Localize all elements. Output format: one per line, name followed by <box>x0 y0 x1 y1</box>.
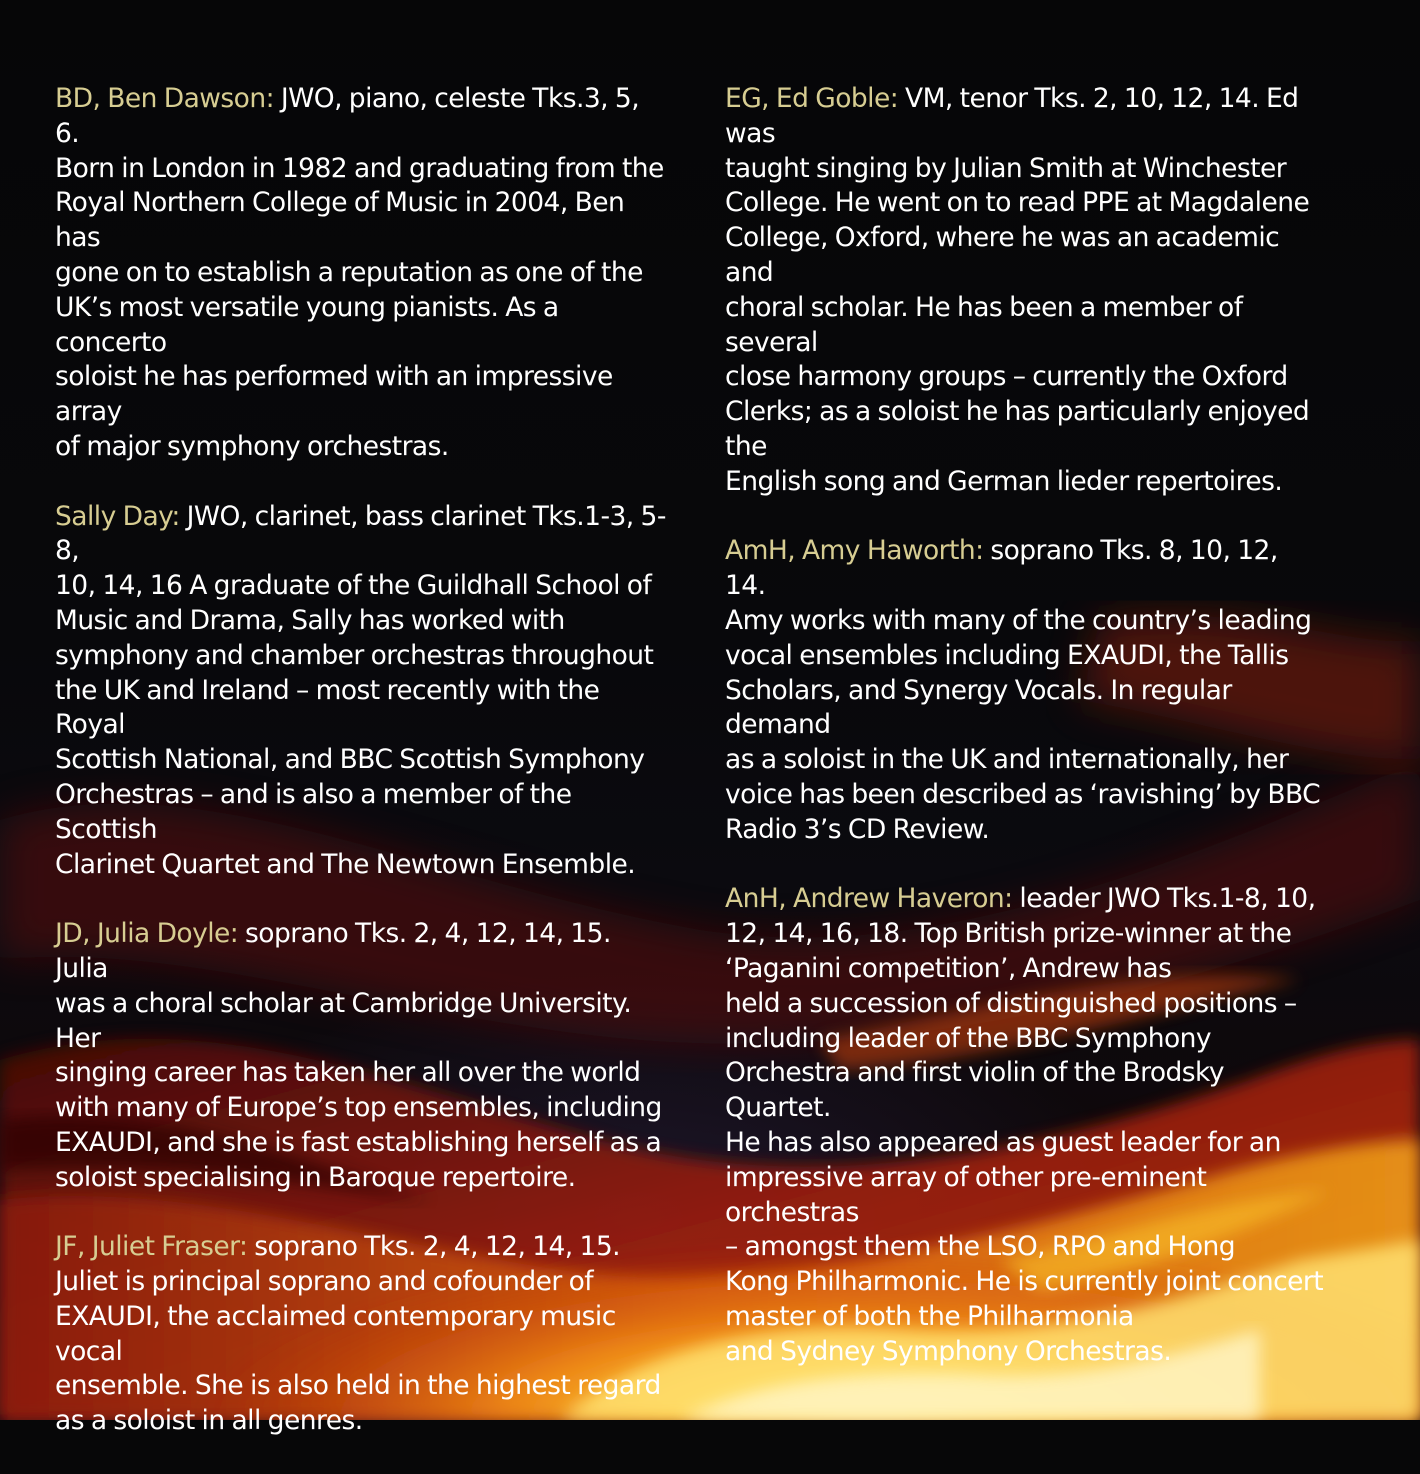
bio-andrew-haveron <box>725 882 1325 1369</box>
bio-text: soprano Tks. 2, 4, 12, 14, 15. Julia was a choral scholar at Cambridge University. Her singing career has taken her all over the world with many of Europe’s top ensembles, including EXAUDI, and she is fast establishing herself as a soloist specialising in Baroque repertoire. <box>55 918 662 1193</box>
bio-text: soprano Tks. 8, 10, 12, 14. Amy works with many of the country’s leading vocal ensembles including EXAUDI, the Tallis Scholars, and Synergy Vocals. In regular demand as a soloist in the UK and internationally, her voice has been described as ‘ravishing’ by BBC Radio 3’s CD Review. <box>725 535 1321 845</box>
bio-name: EG, Ed Goble: <box>725 83 899 114</box>
bio-text: Tks.1-8, 10, 12, 14, 16, 18. Top British prize-winner at the ‘Paganini competition’, Andrew has held a succession of distinguished positions – including leader of the BBC Symphony Orchestra and first violin of the Brodsky Quartet. He has also appeared as guest leader for an impressive array of other pre-eminent orchestras – amongst them the LSO, RPO and Hong Kong Philharmonic. He is currently joint concert master of both the Philharmonia and Sydney Symphony Orchestras. <box>725 883 1324 1367</box>
bio-name: JF, Juliet Fraser: <box>55 1231 248 1263</box>
right-column <box>725 82 1325 1404</box>
bio-name: Sally Day: <box>55 500 180 532</box>
bio-name: JD, Julia Doyle: <box>55 918 239 950</box>
bio-ed-goble <box>725 82 1325 500</box>
left-column <box>55 82 670 1474</box>
bio-sally-day <box>55 500 670 883</box>
bio-text: , tenor Tks. 2, 10, 12, 14. Ed was taught singing by Julian Smith at Winchester College. He went on to read PPE at Magdalene College, Oxford, where he was an academic and choral scholar. He has been a member of several close harmony groups – currently the Oxford Clerks; as a soloist he has particularly enjoyed the English song and German lieder repertoires. <box>725 83 1310 497</box>
bio-role: JWO <box>280 83 335 114</box>
bio-juliet-fraser <box>55 1230 670 1439</box>
bio-name: BD, Ben Dawson: <box>55 83 274 114</box>
bio-text: soprano Tks. 2, 4, 12, 14, 15. Juliet is principal soprano and cofounder of EXAUDI, the acclaimed contemporary music vocal ensemble. She is also held in the highest regard as a soloist in all genres. <box>55 1231 661 1437</box>
bio-name: AnH, Andrew Haveron: <box>725 883 1013 915</box>
bio-text: , clarinet, bass clarinet Tks.1-3, 5-8, 10, 14, 16 A graduate of the Guildhall School of Music and Drama, Sally has worked with symphony and chamber orchestras throughout the UK and Ireland – most recently with the Royal Scottish National, and BBC Scottish Symphony Orchestras – and is also a member of the Scottish Clarinet Quartet and The Newtown Ensemble. <box>55 500 666 880</box>
bio-amy-haworth <box>725 534 1325 847</box>
bio-name: AmH, Amy Haworth: <box>725 535 984 567</box>
bio-role: leader JWO <box>1012 883 1161 915</box>
bio-julia-doyle <box>55 917 670 1195</box>
bio-text: , piano, celeste Tks.3, 5, 6. Born in London in 1982 and graduating from the Royal Northern College of Music in 2004, Ben has gone on to establish a reputation as one of the UK’s most versatile young pianists. As a concerto soloist he has performed with an impressive array of major symphony orchestras. <box>55 83 664 462</box>
bio-ben-dawson <box>55 82 670 465</box>
bio-role: JWO <box>179 500 240 532</box>
bio-role: VM <box>898 83 945 114</box>
